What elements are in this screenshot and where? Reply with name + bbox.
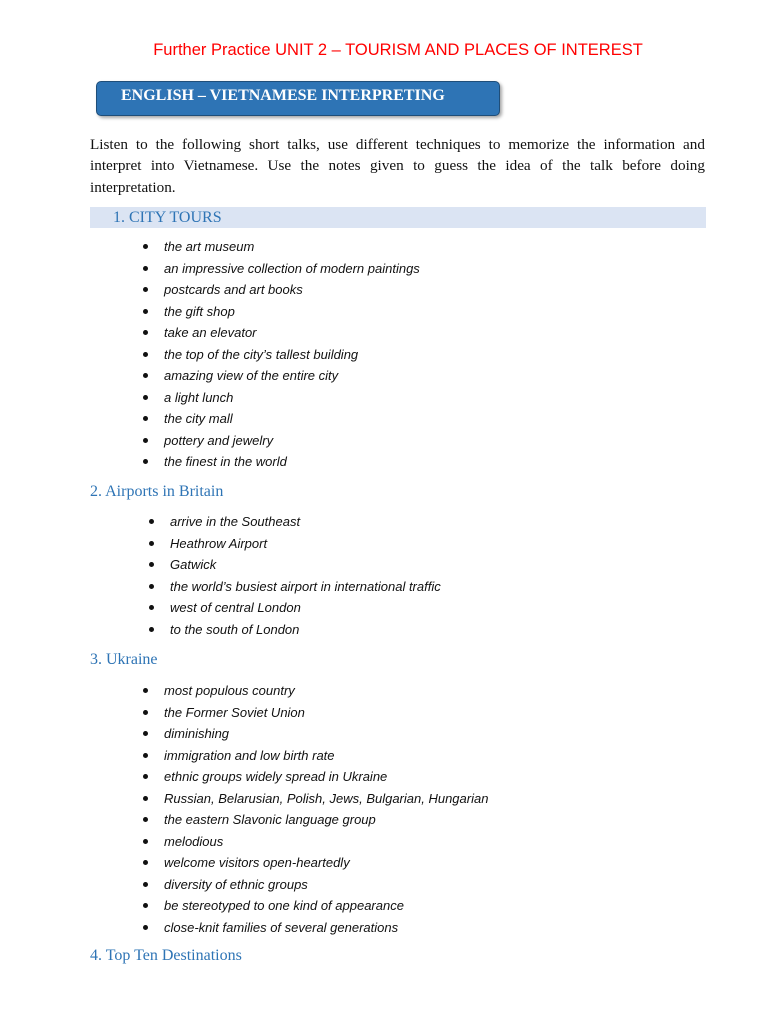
list-item-text: an impressive collection of modern paintings	[164, 260, 420, 276]
list-item	[164, 344, 420, 366]
bullet-icon	[149, 519, 154, 524]
bullet-icon	[143, 330, 148, 335]
bullet-icon	[143, 309, 148, 314]
section-heading-airports: 2. Airports in Britain	[90, 483, 224, 500]
list-item-text: pottery and jewelry	[164, 432, 274, 448]
bullet-icon	[143, 395, 148, 400]
bullet-icon	[143, 903, 148, 908]
list-item-text: take an elevator	[164, 325, 257, 340]
list-item	[164, 788, 488, 810]
bullet-icon	[143, 753, 148, 758]
banner-text: ENGLISH – VIETNAMESE INTERPRETING	[121, 87, 445, 104]
bullet-icon	[143, 839, 148, 844]
bullet-icon	[143, 731, 148, 736]
list-item	[164, 917, 488, 939]
list-item	[170, 533, 441, 555]
intro-paragraph: Listen to the following short talks, use different techniques to memorize the information and interpret into Vietnamese. Use the notes given to guess the idea of the talk before doing interpretation.	[90, 136, 705, 196]
bullet-icon	[143, 438, 148, 443]
list-item-text: most populous country	[164, 683, 295, 698]
list-item	[164, 301, 420, 323]
list-item-text: diversity of ethnic groups	[164, 876, 308, 892]
bullet-icon	[143, 710, 148, 715]
bullet-icon	[143, 352, 148, 357]
list-item	[164, 702, 488, 724]
bullet-icon	[143, 860, 148, 865]
list-item-text: to the south of London	[170, 621, 300, 637]
bullet-icon	[149, 627, 154, 632]
bullet-icon	[149, 584, 154, 589]
list-item	[164, 408, 420, 430]
list-item	[170, 554, 441, 576]
list-item-text: a light lunch	[164, 389, 234, 405]
list-item-text: the eastern Slavonic language group	[164, 812, 376, 827]
list-item	[170, 619, 441, 641]
list-item-text: be stereotyped to one kind of appearance	[164, 898, 404, 913]
list-item	[164, 236, 420, 258]
section-heading-top-ten: 4. Top Ten Destinations	[90, 947, 242, 964]
list-item	[164, 831, 488, 853]
list-item-text: the finest in the world	[164, 454, 287, 469]
bullet-icon	[143, 817, 148, 822]
list-item	[164, 387, 420, 409]
list-item-text: the gift shop	[164, 303, 235, 319]
list-item	[170, 576, 441, 598]
bullet-list-city-tours	[164, 236, 420, 473]
bullet-icon	[143, 459, 148, 464]
bullet-icon	[143, 796, 148, 801]
list-item-text: Heathrow Airport	[170, 535, 268, 551]
page-title: Further Practice UNIT 2 – TOURISM AND PLACES OF INTEREST	[153, 41, 643, 59]
list-item	[164, 322, 420, 344]
list-item-text: the city mall	[164, 411, 233, 426]
bullet-icon	[143, 416, 148, 421]
list-item-text: melodious	[164, 833, 224, 849]
section-heading-city-tours: 1. CITY TOURS	[90, 207, 706, 228]
list-item-text: amazing view of the entire city	[164, 368, 339, 383]
list-item-text: Russian, Belarusian, Polish, Jews, Bulgarian, Hungarian	[164, 790, 489, 806]
list-item-text: ethnic groups widely spread in Ukraine	[164, 769, 388, 784]
bullet-icon	[143, 774, 148, 779]
list-item	[170, 597, 441, 619]
bullet-icon	[149, 562, 154, 567]
list-item	[164, 279, 420, 301]
list-item	[164, 852, 488, 874]
bullet-icon	[143, 244, 148, 249]
list-item	[164, 430, 420, 452]
list-item	[164, 258, 420, 280]
list-item-text: west of central London	[170, 600, 301, 615]
list-item-text: welcome visitors open-heartedly	[164, 855, 350, 870]
bullet-icon	[143, 373, 148, 378]
list-item	[170, 511, 441, 533]
list-item-text: immigration and low birth rate	[164, 747, 335, 763]
list-item-text: the world’s busiest airport in international traffic	[170, 578, 441, 594]
bullet-icon	[143, 925, 148, 930]
list-item-text: the top of the city’s tallest building	[164, 346, 359, 362]
list-item-text: close-knit families of several generations	[164, 919, 399, 935]
bullet-icon	[143, 287, 148, 292]
bullet-list-airports	[170, 511, 441, 640]
bullet-icon	[143, 688, 148, 693]
list-item	[164, 874, 488, 896]
list-item-text: the art museum	[164, 239, 255, 254]
bullet-icon	[149, 605, 154, 610]
list-item-text: postcards and art books	[164, 282, 303, 297]
list-item	[164, 365, 420, 387]
list-item-text: Gatwick	[170, 557, 217, 572]
list-item	[164, 680, 488, 702]
list-item	[164, 723, 488, 745]
list-item	[164, 766, 488, 788]
list-item-text: the Former Soviet Union	[164, 704, 305, 720]
section-heading-ukraine: 3. Ukraine	[90, 651, 158, 668]
list-item-text: diminishing	[164, 726, 230, 741]
bullet-icon	[143, 882, 148, 887]
list-item	[164, 451, 420, 473]
list-item	[164, 895, 488, 917]
bullet-icon	[149, 541, 154, 546]
bullet-list-ukraine	[164, 680, 488, 938]
bullet-icon	[143, 266, 148, 271]
list-item	[164, 809, 488, 831]
list-item	[164, 745, 488, 767]
list-item-text: arrive in the Southeast	[170, 514, 301, 529]
section-banner	[96, 81, 500, 116]
